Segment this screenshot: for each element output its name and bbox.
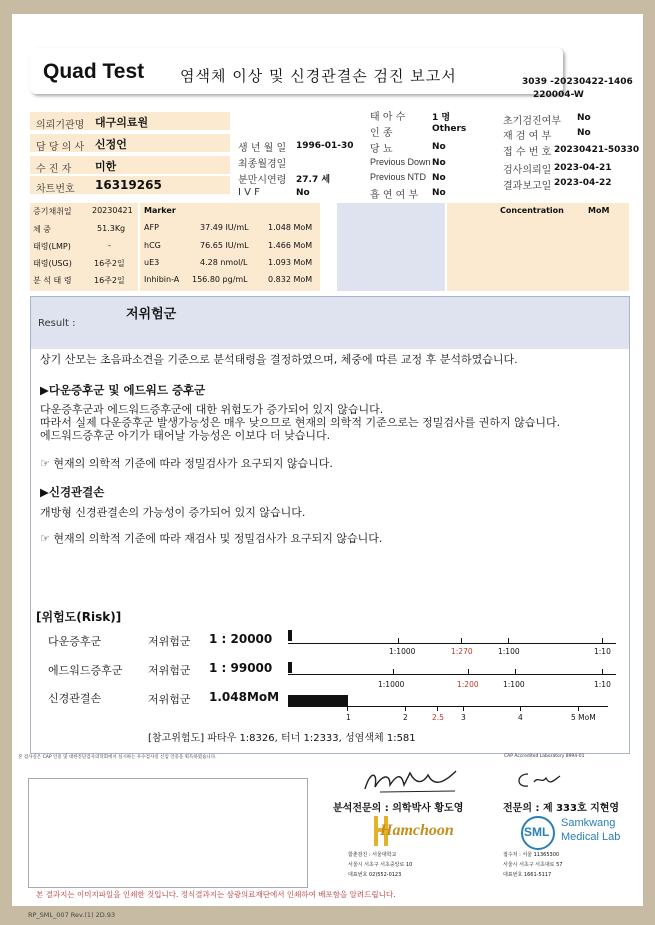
marker-mom-2: 1.466 MoM	[268, 241, 313, 250]
report-date-value: 2023-04-22	[554, 178, 612, 188]
sml-logo	[586, 24, 626, 64]
result-headline: 저위험군	[126, 307, 177, 322]
risk-level-edwards: 저위험군	[148, 664, 191, 677]
marker-mom-3: 1.093 MoM	[268, 258, 313, 267]
down-tick-3	[508, 638, 509, 643]
marker-mom-1: 1.048 MoM	[268, 223, 313, 232]
samkwang-name-2: Medical Lab	[561, 831, 621, 843]
marker-name-3: uE3	[144, 258, 160, 267]
marker-value-1: 37.49 IU/mL	[200, 223, 249, 232]
prev-down-value: No	[432, 158, 446, 168]
request-date-label: 검사의뢰일	[503, 165, 552, 176]
ntd-tick-2	[405, 706, 406, 711]
prev-ntd-label: Previous NTD	[370, 172, 427, 182]
hamchoon-logo	[370, 812, 466, 852]
ntd-section-title: ▶신경관결손	[40, 485, 105, 499]
memo-box	[28, 778, 308, 888]
sml-info-1: 접수처 : 서울 11365300	[503, 852, 560, 858]
down-line-2: 따라서 실제 다운증후군 발생가능성은 매우 낮으므로 현재의 의학적 기준으로는 정밀검사를 권하지 않습니다.	[40, 416, 561, 429]
fetus-value: 1 명	[432, 113, 451, 123]
result-header	[31, 297, 629, 349]
doctor-label: 담 당 의 사	[36, 142, 85, 153]
edwards-scale-line	[288, 674, 616, 675]
down-scale-line	[288, 643, 616, 644]
edwards-tick-4	[602, 669, 603, 674]
edwards-tick-label-3: 1:100	[503, 680, 525, 689]
retest-value: No	[577, 128, 591, 138]
down-section-title: ▶다운증후군 및 에드워드 증후군	[40, 383, 206, 397]
ntd-tick-1	[347, 706, 348, 711]
usg-label: 태령(USG)	[33, 259, 72, 268]
smoke-value: No	[432, 188, 446, 198]
chart-label: 차트번호	[36, 184, 75, 195]
marker-value-2: 76.65 IU/mL	[200, 241, 249, 250]
ntd-tick-label-4: 3	[461, 713, 466, 722]
edwards-tick-1	[393, 669, 394, 674]
risk-name-down: 다운증후군	[48, 635, 102, 648]
edwards-tick-label-4: 1:10	[594, 680, 611, 689]
down-tick-label-4: 1:10	[594, 647, 611, 656]
ntd-scale-line	[288, 706, 608, 707]
signature-icon-2	[514, 768, 564, 792]
measure-lav-bg	[337, 203, 445, 291]
samkwang-logo	[520, 815, 630, 855]
risk-name-ntd: 신경관결손	[48, 692, 102, 705]
age-value: 27.7 세	[296, 175, 331, 185]
marker-header: Marker	[144, 206, 176, 215]
sml-logo-text: SML	[593, 37, 619, 51]
examinee-value: 미한	[95, 160, 117, 173]
risk-name-edwards: 에드워드증후군	[48, 664, 123, 677]
dm-label: 당 뇨	[370, 144, 393, 155]
chart-value: 16319265	[95, 178, 162, 192]
analyst-signature	[360, 765, 460, 795]
hamchoon-info-1: 함춘검진 : 서울대학교	[348, 852, 397, 858]
down-tick-label-2: 1:270	[451, 647, 473, 656]
race-label: 인 종	[370, 128, 393, 139]
down-tick-2	[461, 638, 462, 643]
retest-label: 재 검 여 부	[503, 131, 552, 142]
risk-value-down: 1 : 20000	[209, 632, 273, 646]
edwards-tick-2	[468, 669, 469, 674]
examinee-label: 수 진 자	[36, 164, 72, 175]
ntd-tick-4	[463, 706, 464, 711]
collect-label: 증기채취일	[33, 207, 72, 216]
institution-label: 의뢰기관명	[36, 120, 85, 131]
lmp-label: 최종월경일	[238, 159, 287, 170]
cap-notice-right: CAP Accredited Laboratory 8994-01	[504, 754, 585, 759]
hamchoon-info-2: 서울시 서초구 서초중앙로 10	[348, 862, 413, 868]
print-notice: 본 결과지는 이미지파일을 인쇄한 것입니다. 정식결과지는 삼광의료재단에서 인쇄하여 배포함을 알려드립니다.	[36, 890, 396, 899]
ntd-tick-label-3: 2.5	[432, 713, 444, 722]
initial-label: 초기검진여부	[503, 116, 561, 127]
risk-level-ntd: 저위험군	[148, 693, 191, 706]
receipt-label: 접 수 번 호	[503, 147, 552, 158]
ntd-tick-5	[520, 706, 521, 711]
initial-value: No	[577, 113, 591, 123]
hamchoon-text: Hamchoon	[380, 822, 454, 839]
smoke-label: 흡 연 여 부	[370, 190, 419, 201]
marker-value-3: 4.28 nmol/L	[200, 258, 248, 267]
ntd-tick-label-6: 5 MoM	[571, 713, 596, 722]
ntd-tick-6	[578, 706, 579, 711]
result-label: Result :	[38, 318, 76, 329]
down-note: ☞ 현재의 의학적 기준에 따라 정밀검사가 요구되지 않습니다.	[40, 457, 333, 470]
edwards-marker	[288, 662, 292, 673]
result-intro: 상기 산모는 초음파소견을 기준으로 분석태령을 결정하였으며, 체중에 따른 교정 후 분석하였습니다.	[40, 353, 518, 366]
edwards-tick-label-1: 1:1000	[378, 680, 405, 689]
ntd-line: 개방형 신경관결손의 가능성이 증가되어 있지 않습니다.	[40, 506, 306, 519]
analysis-value: 16주2일	[94, 276, 125, 285]
marker-name-4: Inhibin-A	[144, 275, 180, 284]
weight-label: 체 중	[33, 225, 51, 234]
edwards-tick-3	[515, 669, 516, 674]
prev-ntd-value: No	[432, 173, 446, 183]
ntd-tick-label-5: 4	[518, 713, 523, 722]
receipt-value: 20230421-50330	[554, 145, 640, 155]
weight-value: 51.3Kg	[97, 224, 126, 233]
conc-header: Concentration	[500, 206, 564, 215]
lmp-age-value: -	[108, 241, 111, 250]
hamchoon-info-3: 대표번호 02)552-0123	[348, 872, 402, 878]
institution-value: 대구의료원	[95, 116, 149, 129]
down-line-1: 다운증후군과 에드워드증후군에 대한 위험도가 증가되어 있지 않습니다.	[40, 403, 384, 416]
race-value: Others	[432, 124, 467, 134]
signature-icon	[360, 765, 460, 795]
down-tick-4	[602, 638, 603, 643]
analyst-name: 분석전문의 : 의학박사 황도영	[333, 803, 464, 814]
marker-name-1: AFP	[144, 223, 159, 232]
ntd-tick-label-2: 2	[403, 713, 408, 722]
down-tick-label-1: 1:1000	[389, 647, 416, 656]
age-label: 분만시연령	[238, 175, 287, 186]
marker-name-2: hCG	[144, 241, 161, 250]
fetus-label: 태 아 수	[370, 112, 406, 123]
specialist-name: 전문의 : 제 333호 지현영	[503, 803, 620, 814]
ntd-note: ☞ 현재의 의학적 기준에 따라 재검사 및 정밀검사가 요구되지 않습니다.	[40, 532, 383, 545]
ntd-tick-label-1: 1	[346, 713, 351, 722]
marker-value-4: 156.80 pg/mL	[192, 275, 248, 284]
reference-risk: [참고위험도] 파타우 1:8326, 터너 1:2333, 성염색체 1:581	[148, 733, 416, 744]
mom-header: MoM	[588, 206, 610, 215]
down-line-3: 에드워드증후군 아기가 태어날 가능성은 이보다 더 낮습니다.	[40, 429, 331, 442]
risk-value-edwards: 1 : 99000	[209, 661, 273, 675]
marker-mom-4: 0.832 MoM	[268, 275, 313, 284]
dm-value: No	[432, 142, 446, 152]
birth-value: 1996-01-30	[296, 141, 354, 151]
sml-info-3: 대표번호 1661-5117	[503, 872, 552, 878]
risk-title: [위험도(Risk)]	[36, 610, 122, 624]
prev-down-label: Previous Down	[370, 157, 431, 167]
risk-level-down: 저위험군	[148, 635, 191, 648]
birth-label: 생 년 월 일	[238, 143, 287, 154]
measure-conc-bg	[447, 203, 629, 291]
ivf-label: I V F	[238, 187, 260, 198]
collect-value: 20230421	[92, 206, 133, 215]
down-tick-1	[398, 638, 399, 643]
down-marker	[288, 630, 292, 641]
samkwang-name-1: Samkwang	[561, 817, 616, 829]
cap-notice-left: 본 검사실은 CAP 인증 및 대한진단검사의학회에서 실시하는 우수검사실 신임 인증을 획득하였습니다.	[18, 755, 217, 760]
edwards-tick-label-2: 1:200	[457, 680, 479, 689]
sml-info-2: 서울시 서초구 서초대로 57	[503, 862, 563, 868]
risk-value-ntd: 1.048MoM	[209, 690, 280, 704]
report-date-label: 결과보고일	[503, 181, 552, 192]
ntd-tick-3	[437, 706, 438, 711]
samkwang-mark: SML	[524, 825, 550, 839]
report-id-1: 3039 -20230422-1406	[522, 77, 633, 87]
report-id-2: 220004-W	[533, 90, 584, 100]
form-code: RP_SML_007 Rev.(1) 2D.93	[28, 911, 116, 919]
report-subtitle: 염색체 이상 및 신경관결손 검진 보고서	[180, 67, 457, 85]
lmp-age-label: 태령(LMP)	[33, 242, 71, 251]
request-date-value: 2023-04-21	[554, 163, 612, 173]
report-title: Quad Test	[43, 60, 145, 83]
usg-value: 16주2일	[94, 259, 125, 268]
specialist-signature	[514, 768, 564, 792]
ivf-value: No	[296, 188, 310, 198]
down-tick-label-3: 1:100	[498, 647, 520, 656]
analysis-label: 분 석 태 령	[33, 276, 72, 285]
ntd-bar	[288, 695, 348, 706]
doctor-value: 신정언	[95, 138, 127, 151]
